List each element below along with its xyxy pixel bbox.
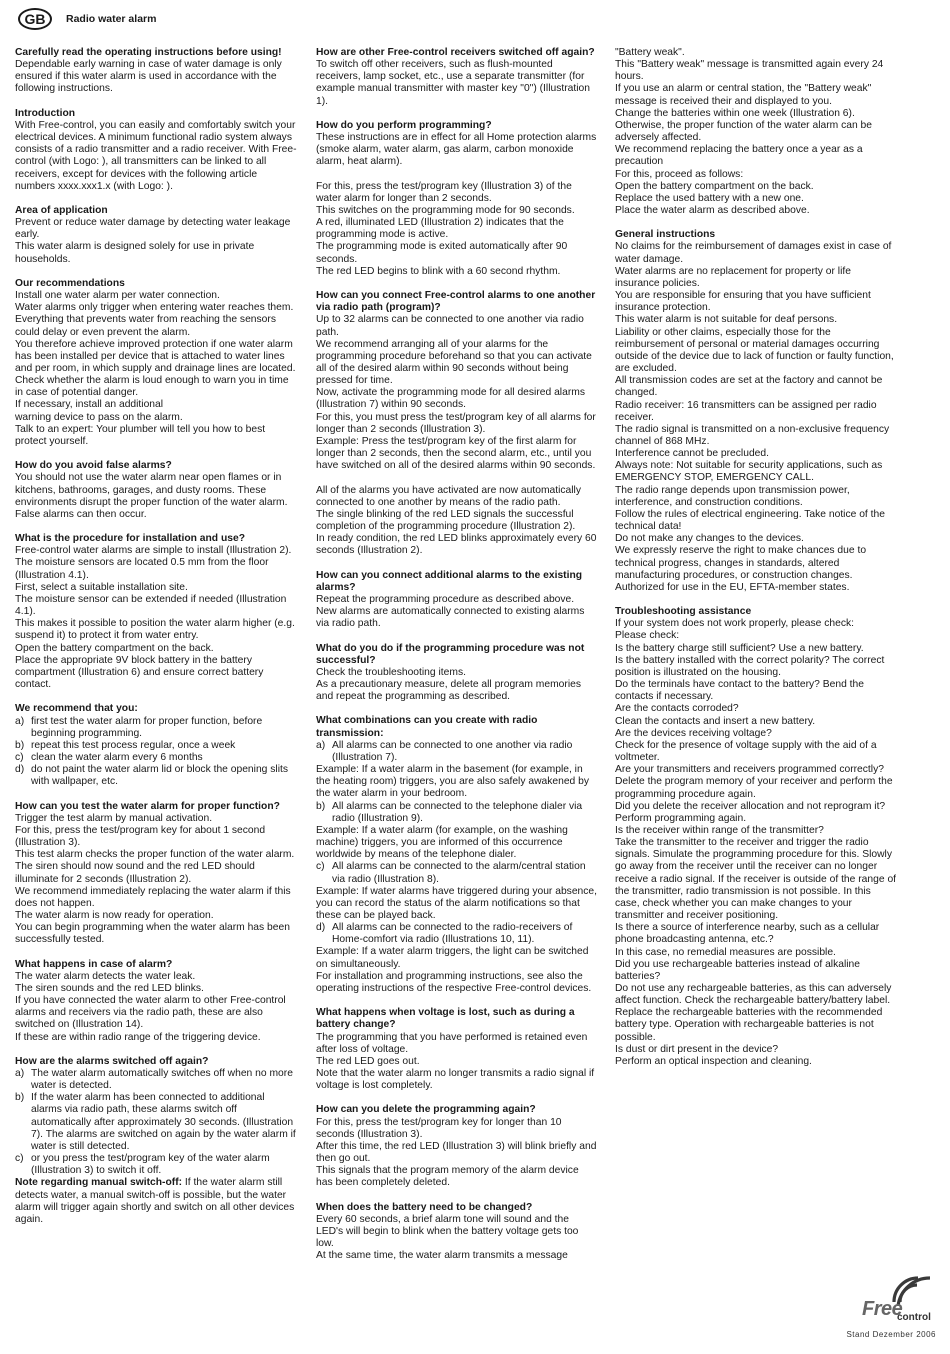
- paragraph: Replace the used battery with a new one.: [615, 192, 804, 204]
- text-column-2: [316, 47, 598, 1275]
- section: [316, 47, 598, 108]
- list-letter: b): [15, 1092, 25, 1104]
- paragraph: Everything that prevents water from reaching the sensors could delay or even prevent the alarm.: [15, 314, 276, 338]
- paragraph: Place the appropriate 9V block battery in the battery compartment (Illustration 6) and ensure correct battery contact.: [15, 654, 264, 691]
- section: [15, 1056, 297, 1226]
- paragraph: We expressly reserve the right to make chances due to technical progress, changes in standards, altered manufacturing procedures, or construction changes.: [615, 545, 867, 581]
- paragraph: If these are within radio range of the triggering device.: [15, 1031, 261, 1043]
- paragraph: The red LED goes out.: [316, 1055, 420, 1067]
- section-heading: Our recommendations: [15, 277, 125, 289]
- list-text: All alarms can be connected to the alarm/central station via radio (Illustration 8).: [332, 861, 586, 885]
- paragraph: This water alarm is not suitable for deaf persons.: [615, 314, 838, 326]
- section-heading: How are other Free-control receivers switched off again?: [316, 47, 595, 58]
- section-heading: How can you connect Free-control alarms to one another via radio path (program)?: [316, 290, 596, 314]
- section: [15, 278, 297, 448]
- paragraph: Do the terminals have contact to the battery? Bend the contacts if necessary.: [615, 679, 864, 703]
- list-text: All alarms can be connected to the telephone dialer via radio (Illustration 9).: [332, 800, 583, 824]
- paragraph: The red LED begins to blink with a 60 second rhythm.: [316, 265, 561, 277]
- section-heading: How can you delete the programming again?: [316, 1104, 536, 1116]
- paragraph: Did you use rechargeable batteries instead of alkaline batteries?: [615, 958, 860, 982]
- paragraph: After this time, the red LED (Illustration 3) will blink briefly and then go out.: [316, 1140, 597, 1165]
- section-heading: What happens in case of alarm?: [15, 958, 173, 970]
- paragraph: The programming mode is exited automatically after 90 seconds.: [316, 241, 568, 265]
- logo-word: Free: [862, 1298, 903, 1320]
- section-heading: Area of application: [15, 205, 108, 216]
- paragraph: The programming that you have performed is retained even after loss of voltage.: [316, 1031, 588, 1055]
- paragraph: Up to 32 alarms can be connected to one another via radio path.: [316, 314, 584, 338]
- paragraph: Check the troubleshooting items.: [316, 666, 466, 678]
- paragraph: [15, 1177, 297, 1226]
- paragraph: Please check:: [615, 630, 680, 642]
- paragraph: Are your transmitters and receivers programmed correctly?: [615, 764, 884, 776]
- footer-date: Stand Dezember 2006: [846, 1330, 936, 1339]
- section: [316, 485, 598, 558]
- paragraph: If you use an alarm or central station, the "Battery weak" message is received their and displayed to you.: [615, 83, 872, 107]
- list-text: clean the water alarm every 6 months: [31, 751, 203, 763]
- list-item: [15, 1068, 297, 1092]
- list-item: [316, 801, 598, 825]
- logo-subword: control: [897, 1312, 931, 1323]
- paragraph: Is the battery charge still sufficient? Use a new battery.: [615, 642, 864, 654]
- paragraph: All of the alarms you have activated are now automatically connected to one another by means of the radio path.: [316, 484, 581, 508]
- paragraph: [15, 47, 297, 59]
- list-item: [15, 716, 297, 740]
- paragraph: For this, press the test/program key (Illustration 3) of the water alarm for longer than 2 seconds.: [316, 180, 572, 204]
- paragraph: The water alarm is now ready for operation.: [15, 909, 214, 921]
- paragraph: If your system does not work properly, please check:: [615, 618, 855, 630]
- paragraph: Change the batteries within one week (Illustration 6). Otherwise, the proper function of the water alarm can be adversely affected.: [615, 107, 872, 144]
- list-letter: c): [316, 861, 325, 873]
- section: [615, 229, 897, 594]
- paragraph: For this, press the test/program key for longer than 10 seconds (Illustration 3).: [316, 1116, 562, 1140]
- paragraph: Check whether the alarm is loud enough to warn you in time in case of potential danger.: [15, 375, 289, 399]
- paragraph: Are the devices receiving voltage?: [615, 727, 772, 739]
- section: [316, 1007, 598, 1092]
- list-item: [15, 1092, 297, 1153]
- paragraph: Example: If a water alarm triggers, the light can be switched on simultaneously.: [316, 946, 589, 970]
- paragraph: Follow the rules of electrical engineering. Take notice of the technical data!: [615, 508, 885, 533]
- section-heading: How are the alarms switched off again?: [15, 1055, 209, 1067]
- paragraph: Water alarms only trigger when entering water reaches them.: [15, 302, 294, 314]
- section: [615, 606, 897, 1068]
- section: [15, 959, 297, 1044]
- section: [15, 533, 297, 691]
- paragraph: This signals that the program memory of the alarm device has been completely deleted.: [316, 1165, 579, 1189]
- section-heading: How can you test the water alarm for proper function?: [15, 800, 280, 812]
- paragraph: Clean the contacts and insert a new battery.: [615, 715, 816, 727]
- text-column-1: [15, 47, 297, 1238]
- section-heading: When does the battery need to be changed?: [316, 1201, 533, 1213]
- list-letter: d): [316, 922, 326, 934]
- list-letter: d): [15, 764, 25, 776]
- paragraph: Install one water alarm per water connection.: [15, 290, 220, 302]
- list-letter: b): [15, 739, 25, 751]
- paragraph: If necessary, install an additional: [15, 399, 164, 411]
- paragraph: Example: If a water alarm in the basement (for example, in the heating room) triggers, you are also safely awakened by the water alarm in your bedroom.: [316, 764, 590, 800]
- list-item: [15, 740, 297, 752]
- section-heading: What happens when voltage is lost, such as during a battery change?: [316, 1007, 575, 1031]
- paragraph: If you have connected the water alarm to other Free-control alarms and receivers via the radio path, these are also switched on (Illustration 14).: [15, 995, 286, 1031]
- paragraph: Is the receiver within range of the transmitter?: [615, 824, 824, 836]
- paragraph: Example: Press the test/program key of the first alarm for longer than 2 seconds, then the second alarm, etc., until you have switched on all of the desired alarms within 90 seconds.: [316, 435, 596, 472]
- paragraph: We recommend replacing the battery once a year as a precaution: [615, 144, 863, 168]
- paragraph: Radio receiver: 16 transmitters can be assigned per radio receiver.: [615, 399, 877, 423]
- paragraph: As a precautionary measure, delete all program memories and repeat the programming as described.: [316, 679, 581, 703]
- paragraph: You are responsible for ensuring that you have sufficient insurance protection.: [615, 290, 871, 314]
- list-item: [316, 861, 598, 885]
- paragraph: In ready condition, the red LED blinks approximately every 60 seconds (Illustration 2).: [316, 533, 597, 557]
- section: [15, 703, 297, 788]
- list-text: If the water alarm has been connected to additional alarms via radio path, these alarms switch off automatically after approximately 30 seconds. (Illustration 7). The alarms are switched on again by the water alarm if water is still detected.: [31, 1092, 296, 1152]
- paragraph: The radio signal is transmitted on a non-exclusive frequency channel of 868 MHz.: [615, 423, 890, 447]
- list-text: first test the water alarm for proper function, before beginning programming.: [31, 715, 263, 739]
- paragraph: These instructions are in effect for all Home protection alarms (smoke alarm, water alarm, gas alarm, carbon monoxide alarm, heat alarm).: [316, 132, 597, 168]
- paragraph: Is dust or dirt present in the device?: [615, 1043, 779, 1055]
- paragraph: We recommend arranging all of your alarms for the programming procedure beforehand so that you can activate all of the desired alarm within 90 seconds without being pressed for time.: [316, 338, 592, 387]
- paragraph: The water alarm detects the water leak.: [15, 970, 196, 982]
- section: [316, 643, 598, 704]
- paragraph: For this, press the test/program key for about 1 second (Illustration 3).: [15, 824, 266, 849]
- paragraph: Water alarms are no replacement for property or life insurance policies.: [615, 265, 851, 289]
- list-letter: c): [15, 1153, 24, 1165]
- paragraph: This makes it possible to position the water alarm higher (e.g. suspend it) to protect it from water entry.: [15, 618, 295, 642]
- paragraph: Every 60 seconds, a brief alarm tone will sound and the LED's will begin to blink when the battery voltage gets too low.: [316, 1213, 579, 1250]
- paragraph: Authorized for use in the EU, EFTA-member states.: [615, 581, 850, 593]
- paragraph: For this, you must press the test/program key of all alarms for longer than 2 seconds (Illustration 3).: [316, 411, 596, 435]
- paragraph: Are the contacts corroded?: [615, 703, 739, 715]
- list-letter: c): [15, 751, 24, 763]
- paragraph: In this case, no remedial measures are possible.: [615, 946, 836, 958]
- section-heading: Introduction: [15, 107, 76, 119]
- paragraph: The moisture sensor can be extended if needed (Illustration 4.1).: [15, 593, 287, 618]
- paragraph: The single blinking of the red LED signals the successful completion of the programming procedure (Illustration 2).: [316, 508, 576, 533]
- paragraph: Is there a source of interference nearby, such as a cellular phone broadcasting antenna, etc.?: [615, 922, 880, 946]
- paragraph: Take the transmitter to the receiver and trigger the radio signals. Simulate the programming procedure for this. Slowly go away from the receiver until the receiver can no longer receive a radio signal. If the receiver is outside of the range of the transmitter, radio transmission is not possible. In this case, check whether you can make changes to your transmitter and receiver positioning.: [615, 837, 897, 922]
- paragraph: Place the water alarm as described above.: [615, 205, 810, 217]
- paragraph: This test alarm checks the proper function of the water alarm.: [15, 849, 295, 861]
- list-text: or you press the test/program key of the water alarm (Illustration 3) to switch it off.: [31, 1153, 270, 1177]
- list-item: [15, 764, 297, 788]
- paragraph: Free-control water alarms are simple to install (Illustration 2).: [15, 545, 292, 557]
- list-item: [15, 1153, 297, 1177]
- bold-lead: Note regarding manual switch-off:: [15, 1177, 185, 1189]
- list-item: [15, 752, 297, 764]
- paragraph: warning device to pass on the alarm.: [15, 411, 183, 423]
- free-control-logo: [860, 1272, 938, 1328]
- country-badge: GB: [18, 8, 52, 30]
- paragraph: At the same time, the water alarm transmits a message: [316, 1250, 568, 1262]
- section: [316, 1104, 598, 1189]
- paragraph: This switches on the programming mode for 90 seconds.: [316, 205, 575, 216]
- paragraph-text: If the water alarm still detects water, a manual switch-off is possible, but the water alarm will trigger again shortly and switch on all other devices again.: [15, 1177, 295, 1225]
- section: [15, 47, 297, 96]
- paragraph: Now, activate the programming mode for all desired alarms (Illustration 7) within 90 seconds.: [316, 387, 585, 411]
- paragraph: We recommend immediately replacing the water alarm if this does not happen.: [15, 885, 291, 909]
- paragraph: A red, illuminated LED (Illustration 2) indicates that the programming mode is active.: [316, 217, 564, 241]
- list-text: repeat this test process regular, once a week: [31, 739, 236, 751]
- paragraph: "Battery weak".: [615, 47, 685, 58]
- section: [316, 1202, 598, 1263]
- paragraph: Did you delete the receiver allocation and not reprogram it?: [615, 800, 886, 812]
- paragraph: Do not use any rechargeable batteries, as this can adversely affect function. Check the rechargeable battery/battery label. Replace the rechargeable batteries with the recommended battery type. Operation with rechargeable batteries is not possible.: [615, 983, 892, 1043]
- paragraph: Liability or other claims, especially those for the reimbursement of personal or material damages occurring outside of the device due to lack of function or faulty function, are excluded.: [615, 326, 894, 375]
- section: [316, 120, 598, 169]
- paragraph: Is the battery installed with the correct polarity? The correct position is illustrated on the housing.: [615, 654, 885, 678]
- section: [15, 460, 297, 521]
- section-heading: We recommend that you:: [15, 703, 138, 715]
- section-heading: What is the procedure for installation and use?: [15, 533, 245, 545]
- paragraph: Dependable early warning in case of water damage is only ensured if this water alarm is used in accordance with the following instructions.: [15, 59, 282, 95]
- section-heading: How do you perform programming?: [316, 119, 492, 131]
- paragraph: First, select a suitable installation site.: [15, 581, 188, 593]
- section-heading: What combinations can you create with radio transmission:: [316, 715, 538, 739]
- paragraph: Trigger the test alarm by manual activation.: [15, 812, 213, 824]
- section-heading: How do you avoid false alarms?: [15, 460, 172, 472]
- paragraph: Example: If water alarms have triggered during your absence, you can record the status of the alarm notifications so that these can be played back.: [316, 885, 598, 921]
- paragraph: Talk to an expert: Your plumber will tell you how to best protect yourself.: [15, 423, 266, 447]
- section-heading: General instructions: [615, 229, 716, 241]
- section-heading: Troubleshooting assistance: [615, 606, 752, 618]
- paragraph: The radio range depends upon transmission power, interference, and construction conditions.: [615, 484, 850, 508]
- paragraph: You can begin programming when the water alarm has been successfully tested.: [15, 922, 290, 946]
- paragraph: For this, proceed as follows:: [615, 168, 744, 180]
- list-text: All alarms can be connected to one another via radio (Illustration 7).: [332, 739, 573, 763]
- section: [316, 715, 598, 995]
- list-text: do not paint the water alarm lid or block the opening slits with wallpaper, etc.: [31, 764, 288, 788]
- paragraph: This water alarm is designed solely for use in private households.: [15, 241, 255, 265]
- paragraph: Prevent or reduce water damage by detecting water leakage early.: [15, 217, 291, 241]
- page-header: [18, 7, 156, 31]
- paragraph: All transmission codes are set at the factory and cannot be changed.: [615, 375, 883, 399]
- paragraph: Perform an optical inspection and cleaning.: [615, 1055, 812, 1067]
- paragraph: You therefore achieve improved protection if one water alarm has been installed per device that is attached to water lines and per room, in which supply and drainage lines are located.: [15, 338, 296, 375]
- paragraph: Perform programming again.: [615, 812, 747, 824]
- paragraph: For installation and programming instructions, see also the operating instructions of the respective Free-control devices.: [316, 970, 592, 994]
- paragraph: Repeat the programming procedure as described above.: [316, 593, 575, 605]
- paragraph: Do not make any changes to the devices.: [615, 533, 804, 545]
- document-title: Radio water alarm: [66, 13, 157, 25]
- text-column-3: [615, 47, 897, 1080]
- paragraph: To switch off other receivers, such as flush-mounted receivers, lamp socket, etc., use a separate transmitter (for example manual transmitter with master key "0") (Illustration 1).: [316, 59, 590, 107]
- list-item: [316, 922, 598, 946]
- paragraph: With Free-control, you can easily and comfortably switch your electrical devices. A minimum functional radio system always consists of a radio transmitter and a radio receiver. With Free-control (with Logo: ), all transmitters can be linked to all receivers, except for devices with the following article numbers xxxx.xxx1.x (with Logo: ).: [15, 119, 297, 192]
- paragraph: Open the battery compartment on the back.: [15, 642, 214, 654]
- list-letter: b): [316, 800, 326, 812]
- paragraph: Note that the water alarm no longer transmits a radio signal if voltage is lost completely.: [316, 1068, 595, 1092]
- paragraph: Always note: Not suitable for security applications, such as EMERGENCY STOP, EMERGENCY CALL.: [615, 460, 883, 484]
- paragraph: False alarms can then occur.: [15, 508, 147, 520]
- paragraph: You should not use the water alarm near open flames or in kitchens, bathrooms, garages, and dusty rooms. These environments disrupt the proper function of the water alarm.: [15, 472, 288, 508]
- section: [15, 205, 297, 266]
- section: [15, 108, 297, 193]
- paragraph: No claims for the reimbursement of damages exist in case of water damage.: [615, 241, 892, 265]
- paragraph: The moisture sensors are located 0.5 mm from the floor (Illustration 4.1).: [15, 557, 269, 581]
- paragraph: Delete the program memory of your receiver and perform the programming procedure again.: [615, 776, 893, 800]
- paragraph: This "Battery weak" message is transmitted again every 24 hours.: [615, 59, 884, 83]
- paragraph: New alarms are automatically connected to existing alarms via radio path.: [316, 606, 585, 630]
- paragraph: The siren sounds and the red LED blinks.: [15, 982, 204, 994]
- section-heading: How can you connect additional alarms to the existing alarms?: [316, 569, 583, 593]
- paragraph: Interference cannot be precluded.: [615, 448, 769, 460]
- section: [316, 181, 598, 278]
- paragraph: Open the battery compartment on the back.: [615, 180, 814, 192]
- list-letter: a): [15, 1067, 25, 1079]
- list-letter: a): [316, 739, 326, 751]
- paragraph: Example: If a water alarm (for example, on the washing machine) triggers, you are informed of this occurrence worldwide by means of the telephone dialer.: [316, 824, 568, 861]
- list-text: All alarms can be connected to the radio-receivers of Home-comfort via radio (Illustrations 10, 11).: [332, 922, 573, 946]
- section: [615, 47, 897, 217]
- section: [316, 290, 598, 472]
- bold-lead: Carefully read the operating instructions before using!: [15, 47, 282, 58]
- paragraph: Check for the presence of voltage supply with the aid of a voltmeter.: [615, 739, 877, 764]
- list-item: [316, 740, 598, 764]
- list-letter: a): [15, 715, 25, 727]
- list-text: The water alarm automatically switches off when no more water is detected.: [31, 1067, 293, 1092]
- section: [316, 570, 598, 631]
- section: [15, 801, 297, 947]
- paragraph: The siren should now sound and the red LED should illuminate for 2 seconds (Illustration 2).: [15, 861, 255, 885]
- section-heading: What do you do if the programming procedure was not successful?: [316, 642, 585, 666]
